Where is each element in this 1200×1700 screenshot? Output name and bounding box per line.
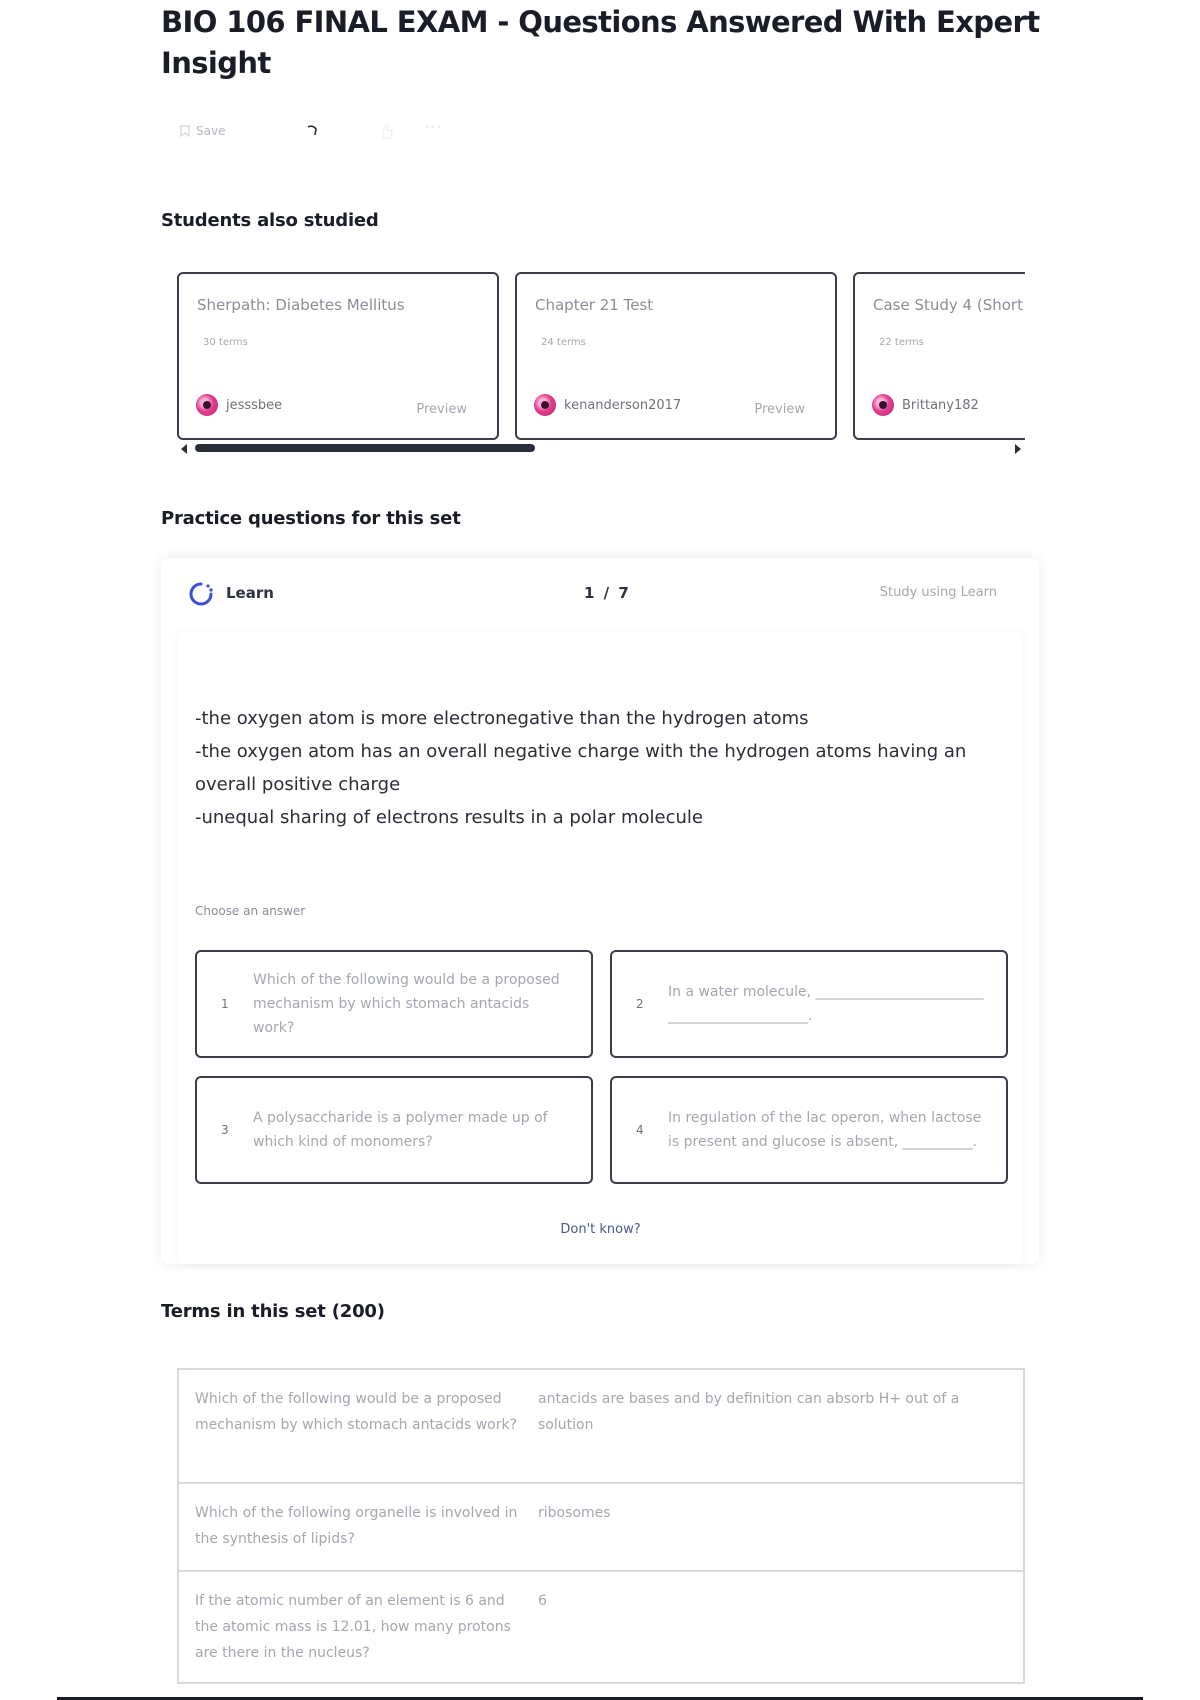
learn-icon xyxy=(188,581,214,611)
term-question: Which of the following organelle is involved in the synthesis of lipids? xyxy=(195,1505,518,1547)
save-label: Save xyxy=(196,124,226,138)
practice-questions-heading: Practice questions for this set xyxy=(161,508,461,529)
save-button[interactable] xyxy=(180,124,225,138)
study-using-learn-link[interactable]: Study using Learn xyxy=(879,585,997,600)
avatar xyxy=(196,394,218,416)
author-name: jesssbee xyxy=(226,397,283,413)
card-author[interactable] xyxy=(196,394,282,416)
answer-option-3[interactable] xyxy=(195,1076,593,1184)
preview-button[interactable]: Preview xyxy=(754,402,805,417)
option-text: A polysaccharide is a polymer made up of which kind of monomers? xyxy=(253,1110,548,1150)
study-set-carousel[interactable] xyxy=(177,270,1025,450)
scroll-right-arrow-icon[interactable] xyxy=(1015,444,1021,454)
learn-header xyxy=(161,558,1039,628)
card-term-count: 24 terms xyxy=(541,337,586,348)
avatar xyxy=(872,394,894,416)
card-title: Chapter 21 Test xyxy=(535,296,654,314)
study-set-card[interactable] xyxy=(515,272,837,440)
option-text: Which of the following would be a proposed mechanism by which stomach antacids work? xyxy=(253,972,560,1036)
term-answer: ribosomes xyxy=(538,1505,611,1521)
prompt-line: -the oxygen atom is more electronegative than the hydrogen atoms xyxy=(195,708,809,729)
term-row[interactable] xyxy=(179,1370,1023,1482)
answer-option-2[interactable] xyxy=(610,950,1008,1058)
avatar xyxy=(534,394,556,416)
author-name: Brittany182 xyxy=(902,397,979,413)
term-question: Which of the following would be a proposed mechanism by which stomach antacids work? xyxy=(195,1391,518,1433)
dont-know-button[interactable]: Don't know? xyxy=(560,1222,641,1237)
card-term-count: 22 terms xyxy=(879,337,924,348)
option-text: In regulation of the lac operon, when lactose is present and glucose is absent, __________. xyxy=(668,1110,982,1150)
practice-panel xyxy=(161,558,1039,1264)
answer-option-4[interactable] xyxy=(610,1076,1008,1184)
term-row[interactable] xyxy=(179,1482,1023,1570)
more-icon xyxy=(425,124,441,130)
question-card xyxy=(178,632,1023,1264)
study-set-card[interactable] xyxy=(177,272,499,440)
option-number: 2 xyxy=(636,997,644,1011)
study-set-card[interactable] xyxy=(853,272,1025,440)
thumbs-up-icon xyxy=(380,124,394,140)
card-term-count: 30 terms xyxy=(203,337,248,348)
option-number: 3 xyxy=(221,1123,229,1137)
terms-heading: Terms in this set (200) xyxy=(161,1301,385,1322)
term-question: If the atomic number of an element is 6 and the atomic mass is 12.01, how many protons are there in the nucleus? xyxy=(195,1593,511,1661)
card-title: Case Study 4 (Short xyxy=(873,296,1023,314)
term-row[interactable] xyxy=(179,1570,1023,1682)
scroll-thumb[interactable] xyxy=(195,444,535,452)
preview-button[interactable]: Preview xyxy=(416,402,467,417)
question-prompt xyxy=(195,702,995,834)
page-title: BIO 106 FINAL EXAM - Questions Answered With Expert Insight xyxy=(161,5,1040,80)
share-button[interactable] xyxy=(305,124,319,138)
card-author[interactable] xyxy=(534,394,681,416)
author-name: kenanderson2017 xyxy=(564,397,682,413)
action-bar xyxy=(180,124,480,154)
card-title: Sherpath: Diabetes Mellitus xyxy=(197,296,405,314)
question-counter: 1 / 7 xyxy=(584,584,631,602)
bookmark-icon xyxy=(180,125,190,137)
card-author[interactable] xyxy=(872,394,979,416)
term-answer: 6 xyxy=(538,1593,547,1609)
prompt-line: -unequal sharing of electrons results in a polar molecule xyxy=(195,807,703,828)
learn-label: Learn xyxy=(226,584,274,602)
option-number: 4 xyxy=(636,1123,644,1137)
option-number: 1 xyxy=(221,997,229,1011)
choose-answer-label: Choose an answer xyxy=(195,904,306,918)
carousel-scrollbar[interactable] xyxy=(177,443,1025,455)
scroll-left-arrow-icon[interactable] xyxy=(181,444,187,454)
more-button[interactable] xyxy=(425,124,441,130)
option-text: In a water molecule, ____________________________________________. xyxy=(668,984,984,1024)
prompt-line: -the oxygen atom has an overall negative charge with the hydrogen atoms having an overall positive charge xyxy=(195,741,967,795)
thumbs-icon-button[interactable] xyxy=(380,124,394,140)
share-icon xyxy=(305,124,319,138)
answer-option-1[interactable] xyxy=(195,950,593,1058)
students-also-studied-heading: Students also studied xyxy=(161,210,379,231)
term-answer: antacids are bases and by definition can absorb H+ out of a solution xyxy=(538,1391,960,1433)
terms-table xyxy=(177,1368,1025,1684)
